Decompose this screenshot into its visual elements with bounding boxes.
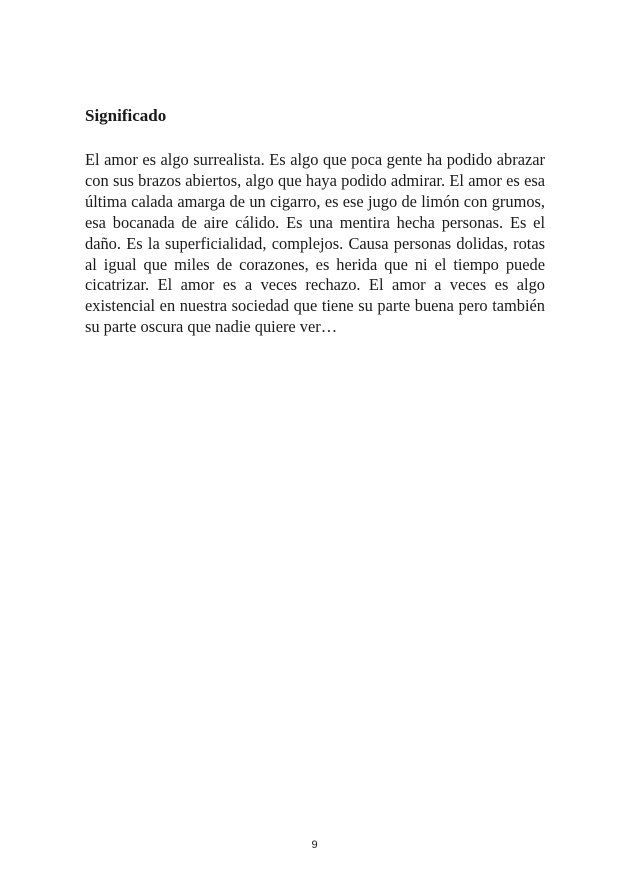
section-heading: Significado (85, 106, 167, 125)
body-paragraph: El amor es algo surrealista. Es algo que poca gente ha podido abrazar con sus brazos abiertos, algo que haya podido admirar. El amor es esa última calada amarga de un cigarro, es ese jugo de limón con grumos, esa bocanada de aire cálido. Es una mentira hecha personas. Es el daño. Es la superficialidad, complejos. Causa personas dolidas, rotas al igual que miles de corazones, es herida que ni el tiempo puede cicatrizar. El amor es a veces rechazo. El amor a veces es algo existencial en nuestra sociedad que tiene su parte buena pero también su parte oscura que nadie quiere ver… (85, 150, 545, 337)
page-number: 9 (311, 839, 318, 851)
